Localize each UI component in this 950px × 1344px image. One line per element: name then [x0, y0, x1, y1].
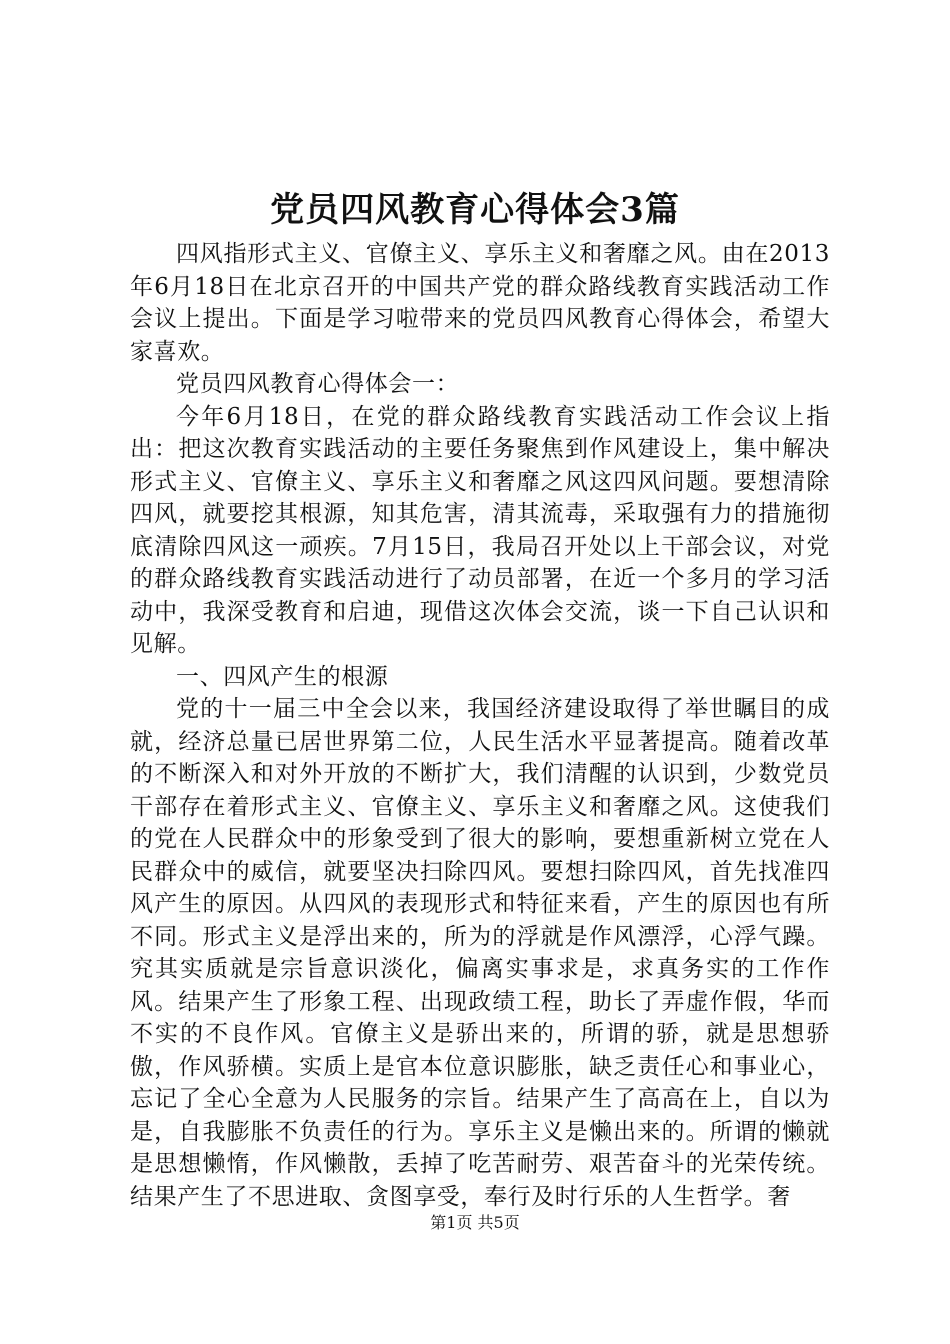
- subsection-heading: 一、四风产生的根源: [176, 663, 389, 690]
- body-paragraph: 党的十一届三中全会以来，我国经济建设取得了举世瞩目的成就，经济总量已居世界第二位，人民生活水平显著提高。随着改革的不断深入和对外开放的不断扩大，我们清醒的认识到，少数党员干部存在着形式主义、官僚主义、享乐主义和奢靡之风。这使我们的党在人民群众中的形象受到了很大的影响，要想重新树立党在人民群众中的威信，就要坚决扫除四风。要想扫除四风，首先找准四风产生的原因。从四风的表现形式和特征来看，产生的原因也有所不同。形式主义是浮出来的，所为的浮就是作风漂浮，心浮气躁。究其实质就是宗旨意识淡化，偏离实事求是，求真务实的工作作风。结果产生了形象工程、出现政绩工程，助长了弄虚作假，华而不实的不良作风。官僚主义是骄出来的，所谓的骄，就是思想骄傲，作风骄横。实质上是官本位意识膨胀，缺乏责任心和事业心，忘记了全心全意为人民服务的宗旨。结果产生了高高在上，自以为是，自我膨胀不负责任的行为。享乐主义是懒出来的。所谓的懒就是思想懒惰，作风懒散，丢掉了吃苦耐劳、艰苦奋斗的光荣传统。结果产生了不思进取、贪图享受，奉行及时行乐的人生哲学。奢: [130, 696, 830, 1210]
- body-paragraph: 今年6月18日，在党的群众路线教育实践活动工作会议上指出：把这次教育实践活动的主要任务聚焦到作风建设上，集中解决形式主义、官僚主义、享乐主义和奢靡之风这四风问题。要想清除四风，就要挖其根源，知其危害，清其流毒，采取强有力的措施彻底清除四风这一顽疾。7月15日，我局召开处以上干部会议，对党的群众路线教育实践活动进行了动员部署，在近一个多月的学习活动中，我深受教育和启迪，现借这次体会交流，谈一下自己认识和见解。: [130, 403, 830, 657]
- section-heading-1: 党员四风教育心得体会一：: [176, 371, 460, 397]
- document-title: 党员四风教育心得体会3篇: [270, 190, 680, 230]
- intro-paragraph: 四风指形式主义、官僚主义、享乐主义和奢靡之风。由在2013年6月18日在北京召开的中国共产党的群众路线教育实践活动工作会议上提出。下面是学习啦带来的党员四风教育心得体会，希望大家喜欢。: [130, 241, 830, 365]
- page-number-footer: 第1页 共5页: [430, 1213, 520, 1232]
- document-body: [130, 238, 830, 1213]
